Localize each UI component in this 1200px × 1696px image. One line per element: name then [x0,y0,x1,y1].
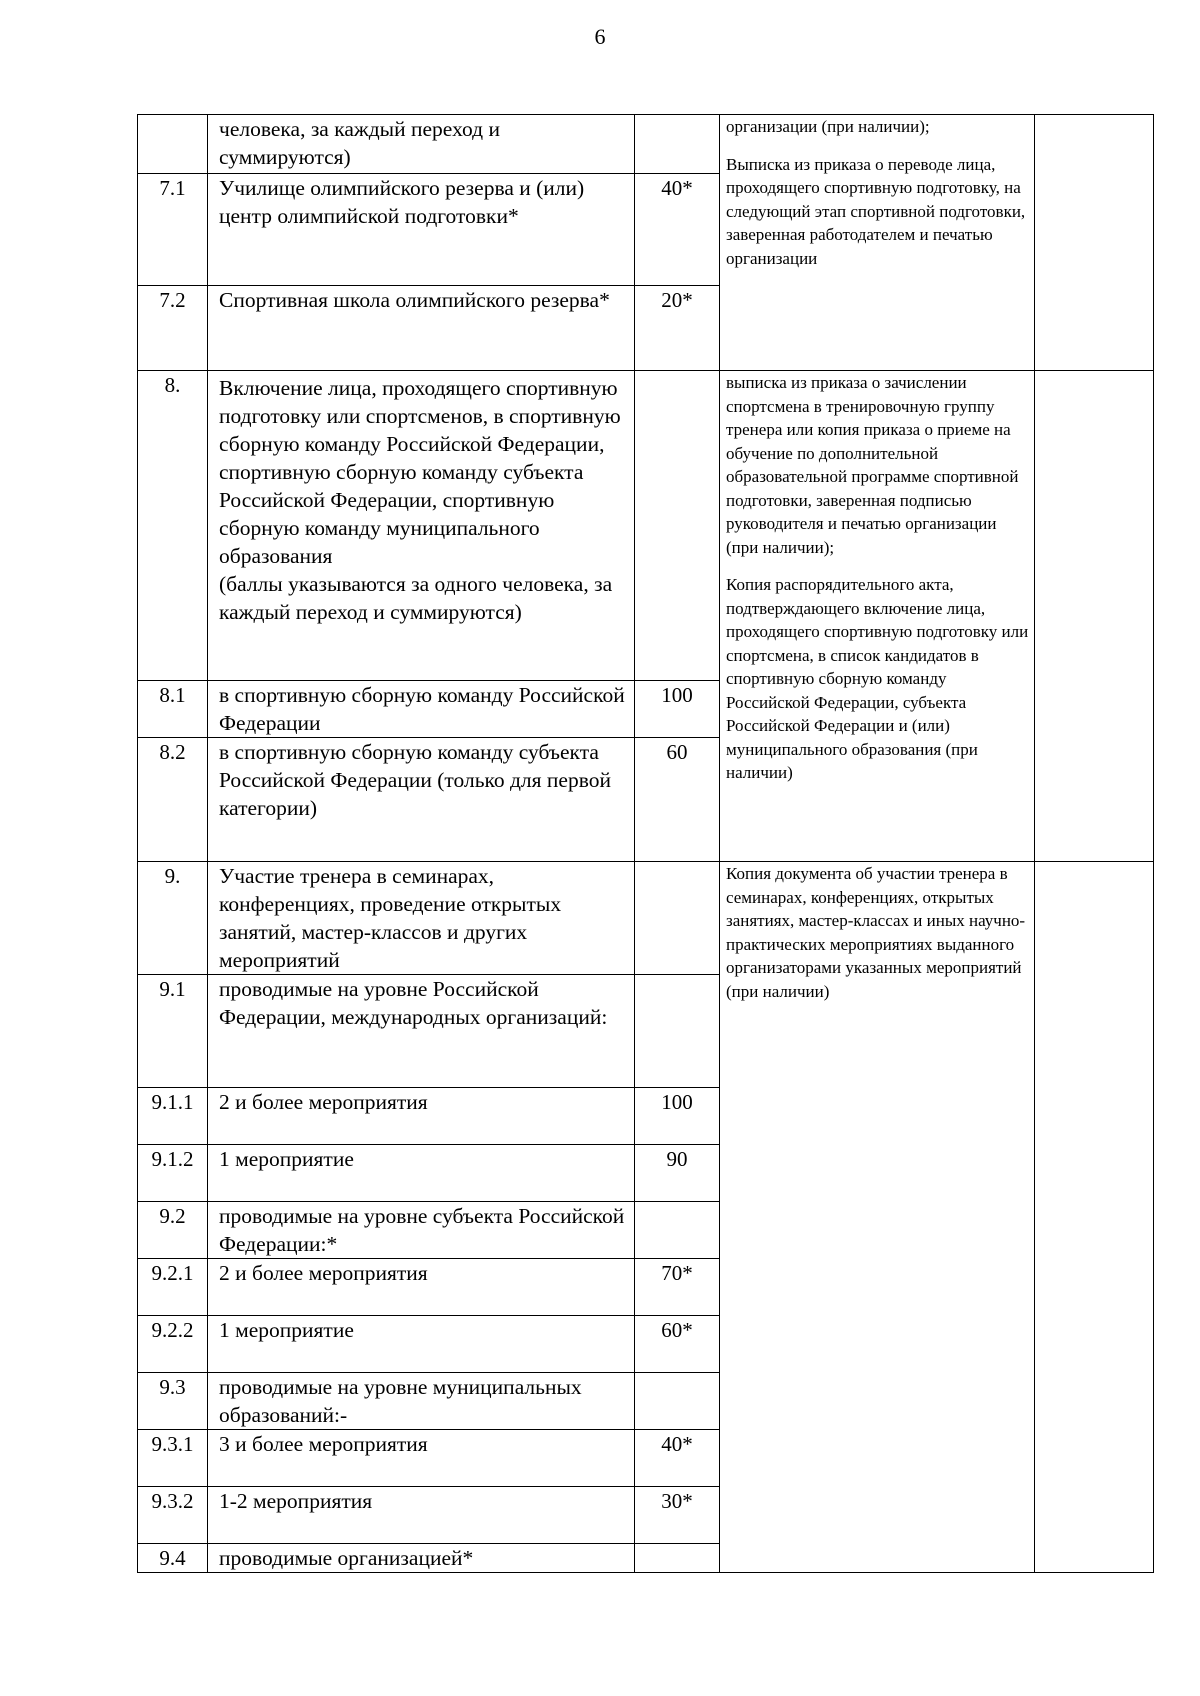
points-cell: 70* [635,1259,720,1316]
points-cell: 60* [635,1316,720,1373]
row-number: 8.1 [138,681,208,738]
criterion-text: проводимые на уровне Российской Федерации, международных организаций: [208,975,635,1088]
documents-cell [720,371,1035,862]
row-number: 9.2 [138,1202,208,1259]
criterion-text: 1-2 мероприятия [208,1487,635,1544]
notes-cell [1035,115,1154,371]
criterion-text: 3 и более мероприятия [208,1430,635,1487]
document-text: организации (при наличии); [726,117,930,136]
criterion-main-text: Включение лица, проходящего спортивную подготовку или спортсменов, в спортивную сборную команду Российской Федерации, спортивную сборную команду субъекта Российской Федерации, спортивную сборную команду муниципального образования [219,376,621,568]
notes-cell [1035,862,1154,1573]
points-cell [635,975,720,1088]
points-cell: 30* [635,1487,720,1544]
table-row [138,115,1154,174]
row-number: 7.2 [138,286,208,371]
criterion-text: проводимые организацией* [208,1544,635,1573]
table-row [138,862,1154,975]
criterion-note: (баллы указываются за одного человека, за каждый переход и суммируются) [219,572,613,624]
page-number: 6 [594,24,606,49]
criterion-text [208,371,635,681]
row-number: 8. [138,371,208,681]
document-text: выписка из приказа о зачислении спортсмена в тренировочную группу тренера или копия приказа о приеме на обучение по дополнительной образовательной программе спортивной подготовки, заверенная подписью руководителя и печатью организации (при наличии); [726,373,1019,557]
document-text: Копия документа об участии тренера в семинарах, конференциях, открытых занятиях, мастер-классах и иных научно-практических мероприятиях выданного организаторами указанных мероприятий (при наличии) [726,864,1026,1001]
document-text: Копия распорядительного акта, подтверждающего включение лица, проходящего спортивную подготовку или спортсмена, в список кандидатов в спортивную сборную команду Российской Федерации, субъекта Российской Федерации и (или) муниципального образования (при наличии) [726,575,1029,782]
criteria-table [137,114,1154,1573]
table-row [138,371,1154,681]
criterion-text: человека, за каждый переход и суммируются) [208,115,635,174]
points-cell [635,862,720,975]
criterion-text: 2 и более мероприятия [208,1259,635,1316]
row-number: 9.1.2 [138,1145,208,1202]
criterion-text: проводимые на уровне субъекта Российской Федерации:* [208,1202,635,1259]
points-cell [635,1373,720,1430]
points-cell: 90 [635,1145,720,1202]
row-number: 7.1 [138,174,208,286]
points-cell [635,1544,720,1573]
criterion-text: в спортивную сборную команду субъекта Российской Федерации (только для первой категории) [208,738,635,862]
row-number: 8.2 [138,738,208,862]
documents-cell [720,862,1035,1573]
row-number: 9.1 [138,975,208,1088]
criterion-text: 2 и более мероприятия [208,1088,635,1145]
criterion-text: Участие тренера в семинарах, конференциях, проведение открытых занятий, мастер-классов и других мероприятий [208,862,635,975]
points-cell: 40* [635,1430,720,1487]
document-text: Выписка из приказа о переводе лица, проходящего спортивную подготовку, на следующий этап спортивной подготовки, заверенная работодателем и печатью организации [726,154,1026,268]
points-cell: 100 [635,1088,720,1145]
points-cell: 40* [635,174,720,286]
row-number: 9.2.2 [138,1316,208,1373]
criterion-text: проводимые на уровне муниципальных образований:- [208,1373,635,1430]
points-cell [635,371,720,681]
notes-cell [1035,371,1154,862]
criterion-text: 1 мероприятие [208,1145,635,1202]
row-number: 9.3.2 [138,1487,208,1544]
points-cell [635,1202,720,1259]
row-number: 9.3.1 [138,1430,208,1487]
points-cell: 100 [635,681,720,738]
row-number: 9.1.1 [138,1088,208,1145]
criterion-text: в спортивную сборную команду Российской Федерации [208,681,635,738]
criterion-text: 1 мероприятие [208,1316,635,1373]
documents-cell [720,115,1035,371]
criterion-text: Спортивная школа олимпийского резерва* [208,286,635,371]
points-cell [635,115,720,174]
row-number: 9.4 [138,1544,208,1573]
row-number: 9.3 [138,1373,208,1430]
row-number: 9. [138,862,208,975]
points-cell: 60 [635,738,720,862]
points-cell: 20* [635,286,720,371]
criterion-text: Училище олимпийского резерва и (или) центр олимпийской подготовки* [208,174,635,286]
row-number [138,115,208,174]
row-number: 9.2.1 [138,1259,208,1316]
